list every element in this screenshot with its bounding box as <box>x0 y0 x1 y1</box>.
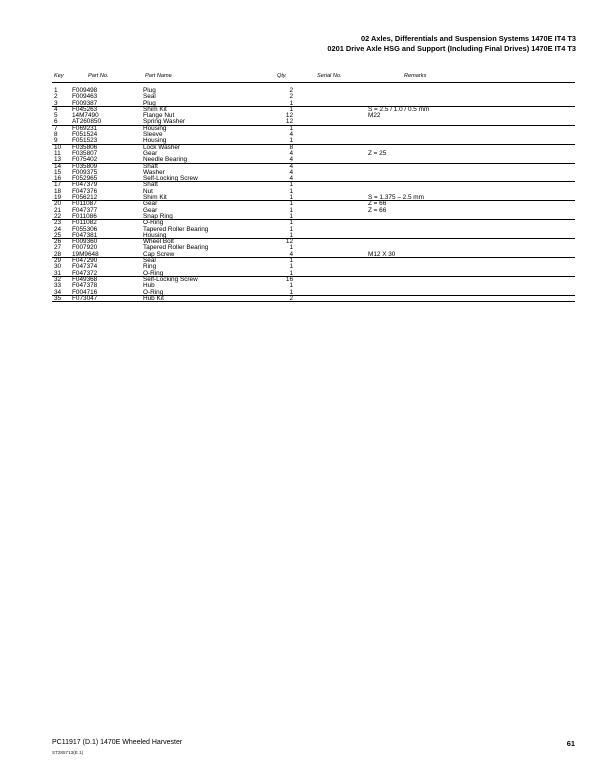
cell-part-no: F009375 <box>72 168 98 176</box>
cell-qty: 1 <box>289 137 293 145</box>
cell-key: 25 <box>54 231 62 239</box>
cell-part-no: F049368 <box>72 275 98 283</box>
cell-part-name: Housing <box>143 231 167 239</box>
cell-key: 17 <box>54 181 62 189</box>
cell-part-no: F073047 <box>72 294 98 302</box>
cell-qty: 1 <box>289 206 293 214</box>
cell-part-name: Plug <box>143 87 156 94</box>
cell-part-name: Ring <box>143 263 157 271</box>
cell-part-name: Shaft <box>143 162 158 170</box>
cell-part-name: Gear <box>143 206 158 214</box>
cell-key: 30 <box>54 263 62 271</box>
cell-part-name: Flange Nut <box>143 112 175 120</box>
cell-key: 14 <box>54 162 62 170</box>
cell-part-name: Washer <box>143 168 165 176</box>
cell-qty: 1 <box>289 187 293 195</box>
cell-part-no: F047379 <box>72 181 98 189</box>
cell-qty: 1 <box>289 219 293 227</box>
parts-group <box>52 88 575 107</box>
cell-part-name: Shim Kit <box>143 194 167 202</box>
cell-remarks: M22 <box>368 112 381 120</box>
cell-qty: 1 <box>289 269 293 277</box>
cell-part-name: Cap Screw <box>143 250 175 258</box>
cell-qty: 2 <box>289 294 293 302</box>
cell-key: 34 <box>54 288 62 296</box>
cell-part-no: F051524 <box>72 131 98 139</box>
cell-qty: 1 <box>289 212 293 220</box>
subsection-title: 0201 Drive Axle HSG and Support (Including Final Drives) 1470E IT4 T3 <box>327 44 576 53</box>
cell-part-name: Lock Washer <box>143 143 181 151</box>
cell-key: 31 <box>54 269 62 277</box>
cell-part-name: Tapered Roller Bearing <box>143 225 209 233</box>
cell-qty: 4 <box>289 156 293 164</box>
cell-part-no: F047377 <box>72 206 98 214</box>
footer-code: ST285713(E.1) <box>52 750 84 755</box>
cell-qty: 1 <box>289 194 293 202</box>
cell-part-no: F009463 <box>72 93 98 101</box>
cell-part-name: O-Ring <box>143 219 164 227</box>
cell-part-name: Nut <box>143 187 153 195</box>
page-number: 61 <box>566 739 575 748</box>
column-header-qty: Qty. <box>277 73 287 79</box>
cell-key: 8 <box>54 131 58 139</box>
cell-part-no: F011087 <box>72 200 97 208</box>
cell-key: 4 <box>54 105 58 113</box>
cell-qty: 1 <box>289 244 293 252</box>
cell-qty: 4 <box>289 131 293 139</box>
cell-qty: 1 <box>289 181 293 189</box>
parts-group <box>52 258 575 277</box>
column-header-remarks: Remarks <box>404 73 427 79</box>
parts-group <box>52 145 575 164</box>
cell-key: 33 <box>54 282 62 290</box>
cell-qty: 8 <box>289 143 293 151</box>
cell-part-no: F075402 <box>72 156 98 164</box>
cell-part-no: F007920 <box>72 244 98 252</box>
cell-part-name: Gear <box>143 200 158 208</box>
cell-qty: 4 <box>289 175 293 183</box>
cell-key: 9 <box>54 137 58 145</box>
cell-key: 29 <box>54 257 62 265</box>
cell-part-name: Wheel Bolt <box>143 238 174 246</box>
cell-part-no: F009360 <box>72 238 98 246</box>
parts-group <box>52 277 575 296</box>
cell-key: 15 <box>54 168 62 176</box>
cell-part-name: Snap Ring <box>143 212 173 220</box>
cell-key: 23 <box>54 219 62 227</box>
cell-part-name: Shaft <box>143 181 158 189</box>
cell-key: 22 <box>54 212 62 220</box>
cell-key: 7 <box>54 124 58 132</box>
cell-qty: 4 <box>289 162 293 170</box>
cell-part-name: Spring Washer <box>143 118 186 126</box>
cell-part-no: F035809 <box>72 162 98 170</box>
cell-qty: 4 <box>289 250 293 258</box>
cell-part-name: Hub Kit <box>143 294 164 302</box>
cell-key: 2 <box>54 93 58 101</box>
cell-part-no: F035807 <box>72 149 98 157</box>
cell-part-name: Plug <box>143 99 156 107</box>
table-row <box>52 296 575 302</box>
cell-key: 11 <box>54 149 61 157</box>
column-header-key: Key <box>54 73 64 79</box>
cell-key: 5 <box>54 112 58 120</box>
cell-part-name: Housing <box>143 124 167 132</box>
cell-qty: 1 <box>289 124 293 132</box>
cell-part-name: Shim Kit <box>143 105 167 113</box>
cell-remarks: Z = 66 <box>368 200 387 208</box>
cell-part-no: F047378 <box>72 282 98 290</box>
column-header-part-no: Part No. <box>88 73 109 79</box>
cell-key: 24 <box>54 225 62 233</box>
cell-qty: 1 <box>289 282 293 290</box>
parts-group <box>52 107 575 126</box>
cell-part-name: Gear <box>143 149 158 157</box>
cell-part-no: F009498 <box>72 87 98 94</box>
cell-part-no: F035806 <box>72 143 98 151</box>
cell-remarks: M12 X 30 <box>368 250 396 258</box>
cell-part-no: 14M7490 <box>72 112 99 120</box>
cell-key: 19 <box>54 194 62 202</box>
footer-doc-info: PC11917 (D.1) 1470E Wheeled Harvester <box>52 739 183 746</box>
parts-table <box>52 88 575 302</box>
cell-qty: 4 <box>289 168 293 176</box>
cell-qty: 1 <box>289 288 293 296</box>
cell-key: 20 <box>54 200 62 208</box>
cell-part-name: Hub <box>143 282 155 290</box>
cell-key: 1 <box>54 87 58 94</box>
cell-part-no: F045263 <box>72 105 98 113</box>
cell-part-no: 19M9648 <box>72 250 99 258</box>
cell-part-name: Tapered Roller Bearing <box>143 244 209 252</box>
parts-group <box>52 239 575 258</box>
cell-qty: 1 <box>289 225 293 233</box>
column-header-serial-no: Serial No. <box>317 73 342 79</box>
cell-part-no: F047290 <box>72 257 98 265</box>
cell-qty: 12 <box>285 118 293 126</box>
cell-part-no: F069231 <box>72 124 98 132</box>
cell-key: 21 <box>54 206 62 214</box>
cell-part-no: F047374 <box>72 263 98 271</box>
cell-qty: 2 <box>289 93 293 101</box>
cell-key: 28 <box>54 250 62 258</box>
parts-group <box>52 126 575 145</box>
cell-key: 13 <box>54 156 62 164</box>
cell-remarks: Z = 25 <box>368 149 387 157</box>
cell-part-no: AT260850 <box>72 118 102 126</box>
cell-qty: 1 <box>289 99 293 107</box>
parts-group <box>52 182 575 201</box>
cell-remarks: S = 2.5 / 1.0 / 0.5 mm <box>368 105 430 113</box>
cell-part-no: F055306 <box>72 225 98 233</box>
cell-part-no: F047376 <box>72 187 98 195</box>
cell-part-no: F011082 <box>72 219 97 227</box>
cell-qty: 4 <box>289 149 293 157</box>
cell-qty: 12 <box>285 238 293 246</box>
cell-part-no: F009387 <box>72 99 98 107</box>
column-header-part-name: Part Name <box>145 73 172 79</box>
cell-part-name: Seal <box>143 257 156 265</box>
cell-part-no: F056212 <box>72 194 98 202</box>
parts-group <box>52 201 575 220</box>
cell-qty: 1 <box>289 263 293 271</box>
cell-qty: 1 <box>289 105 293 113</box>
column-header-rule <box>52 82 575 83</box>
cell-part-no: F051523 <box>72 137 98 145</box>
cell-part-no: F047372 <box>72 269 98 277</box>
cell-part-name: Sleeve <box>143 131 163 139</box>
cell-qty: 1 <box>289 231 293 239</box>
cell-key: 10 <box>54 143 62 151</box>
parts-group <box>52 220 575 239</box>
parts-group <box>52 164 575 183</box>
cell-qty: 2 <box>289 87 293 94</box>
cell-part-no: F011086 <box>72 212 97 220</box>
cell-key: 3 <box>54 99 58 107</box>
cell-part-name: O-Ring <box>143 288 164 296</box>
cell-key: 6 <box>54 118 58 126</box>
cell-part-name: Housing <box>143 137 167 145</box>
cell-part-name: Needle Bearing <box>143 156 188 164</box>
cell-qty: 12 <box>285 112 293 120</box>
cell-remarks: Z = 66 <box>368 206 387 214</box>
cell-part-name: Self-Locking Screw <box>143 175 198 183</box>
cell-key: 32 <box>54 275 62 283</box>
cell-qty: 1 <box>289 200 293 208</box>
cell-remarks: S = 1.375 – 2.5 mm <box>368 194 424 202</box>
cell-key: 16 <box>54 175 62 183</box>
cell-part-no: F052965 <box>72 175 98 183</box>
cell-part-no: F047381 <box>72 231 98 239</box>
section-title: 02 Axles, Differentials and Suspension Systems 1470E IT4 T3 <box>361 34 576 43</box>
cell-key: 27 <box>54 244 62 252</box>
cell-part-no: F004716 <box>72 288 98 296</box>
cell-key: 26 <box>54 238 62 246</box>
cell-key: 35 <box>54 294 62 302</box>
cell-key: 18 <box>54 187 62 195</box>
cell-qty: 1 <box>289 257 293 265</box>
cell-qty: 16 <box>285 275 293 283</box>
cell-part-name: Self-Locking Screw <box>143 275 198 283</box>
cell-part-name: Seal <box>143 93 156 101</box>
parts-group <box>52 296 575 302</box>
cell-part-name: O-Ring <box>143 269 164 277</box>
